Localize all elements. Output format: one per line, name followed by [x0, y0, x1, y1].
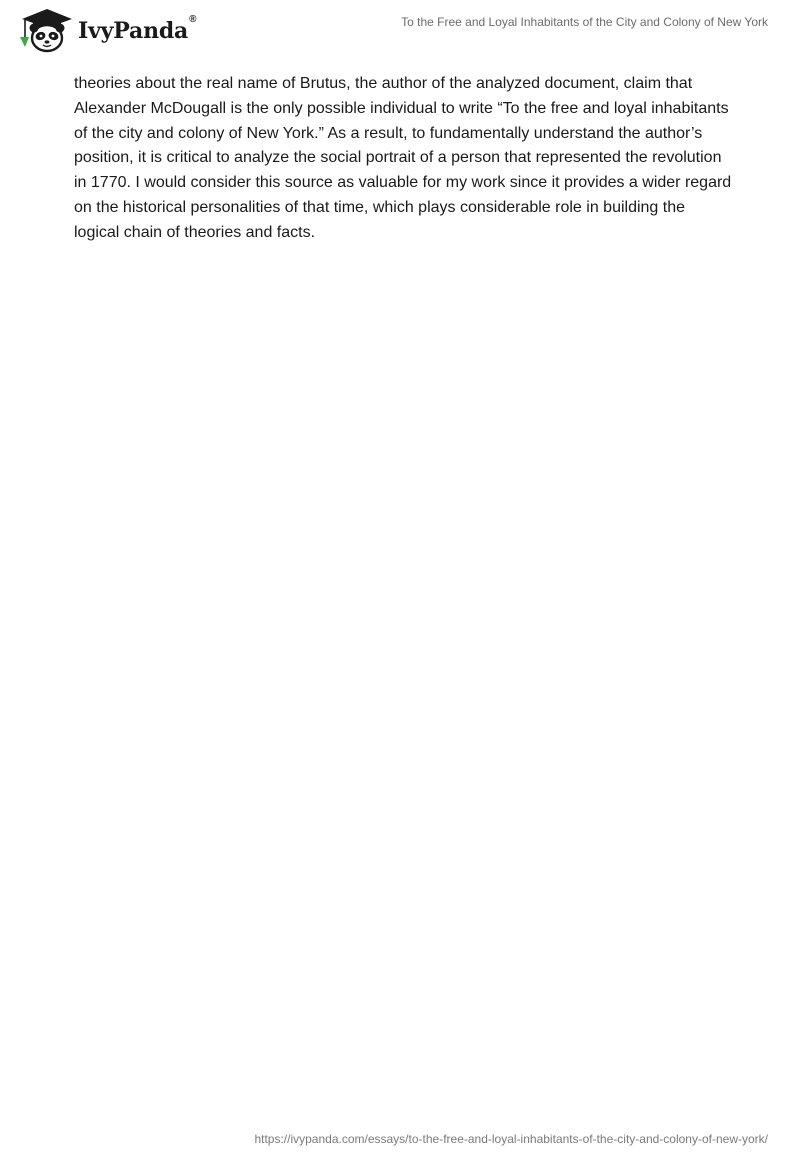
brand-name: IvyPanda	[78, 18, 189, 44]
ivypanda-logo[interactable]	[16, 7, 196, 53]
source-url[interactable]: https://ivypanda.com/essays/to-the-free-and-loyal-inhabitants-of-the-city-and-colony-of-new-york/	[254, 1132, 768, 1146]
document-title: To the Free and Loyal Inhabitants of the City and Colony of New York	[401, 15, 768, 29]
essay-paragraph: theories about the real name of Brutus, the author of the analyzed document, claim that Alexander McDougall is the only possible individual to write “To the free and loyal inhabitants of the city and colony of New York.” As a result, to fundamentally understand the author’s position, it is critical to analyze the social portrait of a person that represented the revolution in 1770. I would consider this source as valuable for my work since it provides a wider regard on the historical personalities of that time, which plays considerable role in building the logical chain of theories and facts.	[74, 75, 732, 241]
essay-body	[74, 72, 734, 246]
page-header	[0, 0, 800, 60]
registered-mark: ®	[189, 13, 197, 25]
panda-graduation-cap-icon	[16, 7, 78, 53]
